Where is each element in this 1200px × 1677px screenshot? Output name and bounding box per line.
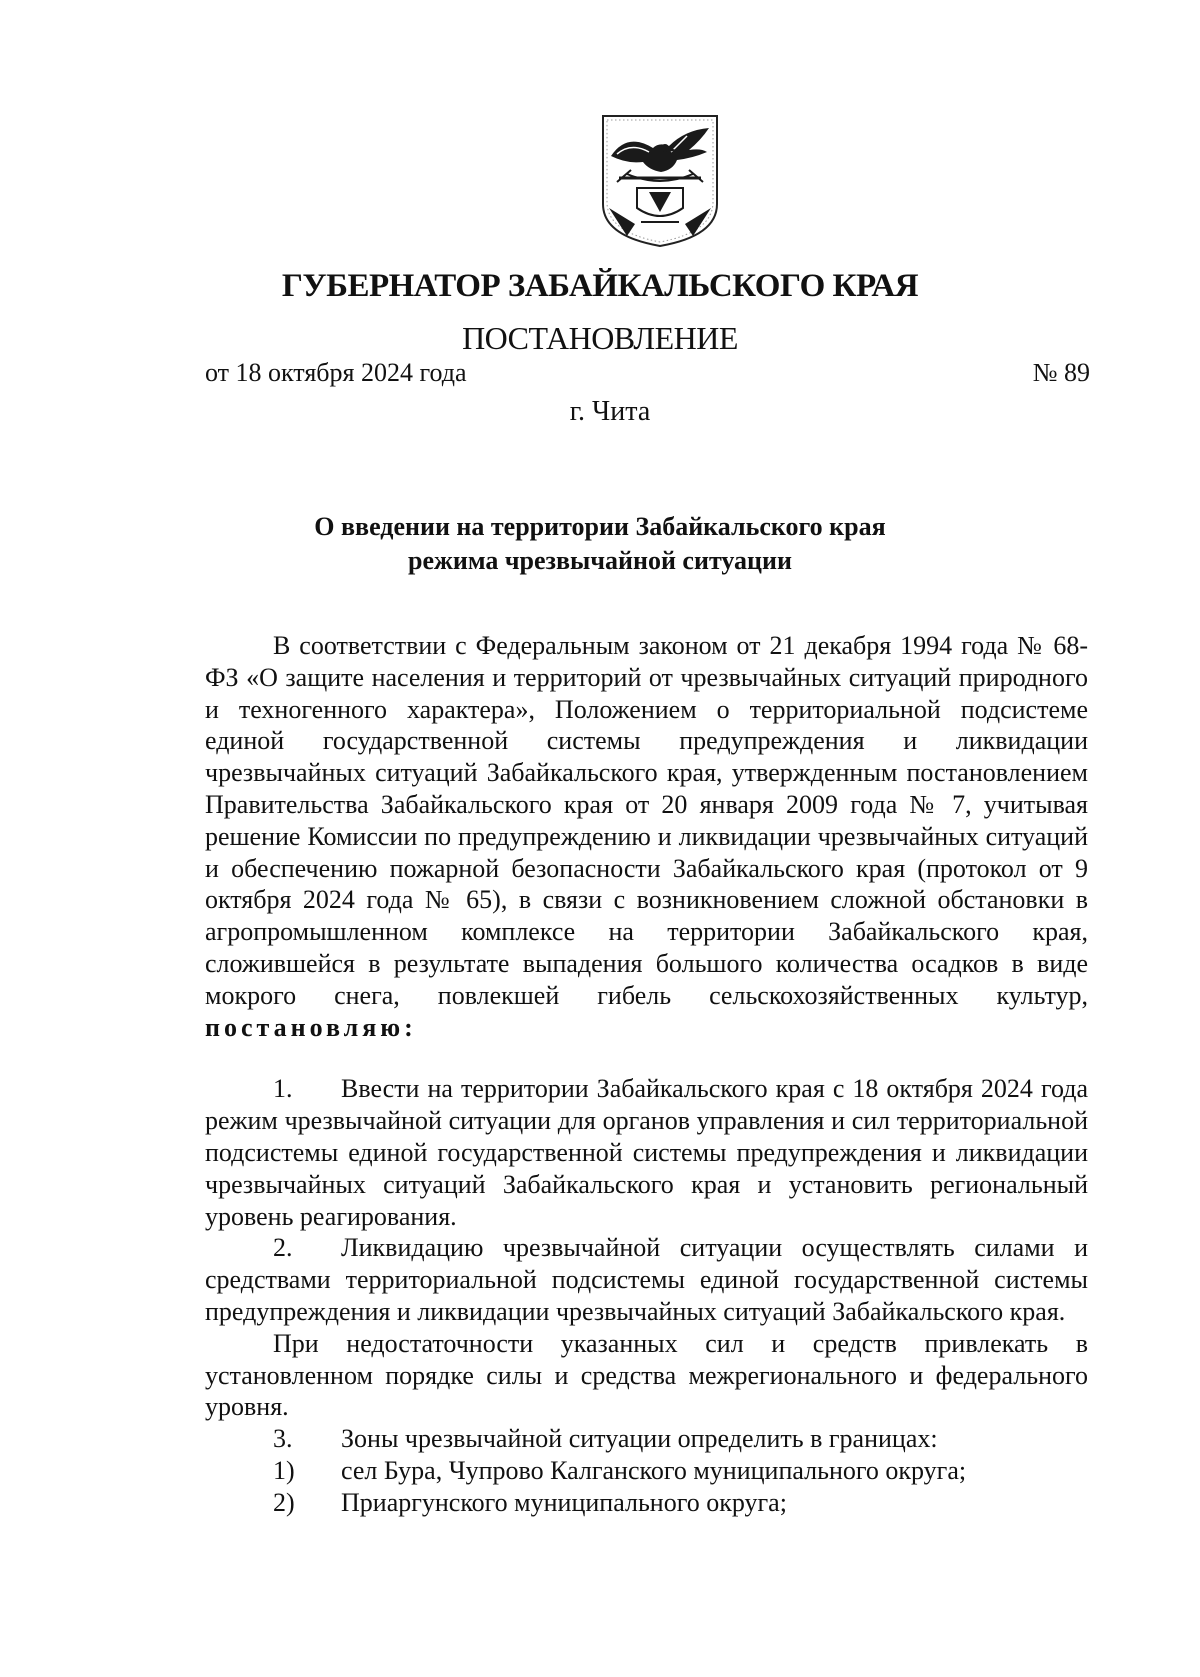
item-text: Зоны чрезвычайной ситуации определить в границах: bbox=[341, 1424, 938, 1454]
list-item-2 bbox=[205, 1232, 1088, 1327]
item-marker: 2. bbox=[273, 1233, 293, 1263]
subject-line-1: О введении на территории Забайкальского края bbox=[314, 512, 886, 541]
coat-of-arms-icon bbox=[597, 112, 723, 248]
document-number: № 89 bbox=[1032, 358, 1090, 387]
paragraph-gap bbox=[205, 1043, 1088, 1073]
document-body bbox=[205, 630, 1088, 1519]
city-name: г. Чита bbox=[569, 396, 651, 427]
sub-item-text: Приаргунского муниципального округа; bbox=[341, 1487, 787, 1517]
item-text: Ввести на территории Забайкальского края с 18 октября 2024 года режим чрезвычайной ситуации для органов управления и сил территориальной подсистемы единой государственной системы предупреждения и ликвидации чрезвычайных ситуаций Забайкальского края и установить региональный уровень реагирования. bbox=[205, 1074, 1088, 1231]
document-subject bbox=[0, 510, 1200, 578]
document-date: от 18 октября 2024 года bbox=[205, 358, 467, 387]
subject-line-2: режима чрезвычайной ситуации bbox=[408, 546, 792, 575]
item-2-extra-paragraph: При недостаточности указанных сил и средств привлекать в установленном порядке силы и средства межрегионального и федерального уровня. bbox=[205, 1328, 1088, 1422]
sub-item-1 bbox=[205, 1455, 1088, 1487]
preamble-text: В соответствии с Федеральным законом от 21 декабря 1994 года № 68-ФЗ «О защите населения и территорий от чрезвычайных ситуаций природного и техногенного характера», Положением о территориальной подсистеме единой государственной системы предупреждения и ликвидации чрезвычайных ситуаций Забайкальского края, утвержденным постановлением Правительства Забайкальского края от 20 января 2009 года № 7, учитывая решение Комиссии по предупреждению и ликвидации чрезвычайных ситуаций и обеспечению пожарной безопасности Забайкальского края (протокол от 9 октября 2024 года № 65), в связи с возникновением сложной обстановки в агропромышленном комплексе на территории Забайкальского края, сложившейся в результате выпадения большого количества осадков в виде мокрого снега, повлекшей гибель сельскохозяйственных культур, bbox=[205, 631, 1088, 1010]
sub-item-marker: 2) bbox=[273, 1487, 295, 1517]
item-marker: 1. bbox=[273, 1074, 293, 1104]
list-item-3 bbox=[205, 1423, 1088, 1455]
item-marker: 3. bbox=[273, 1424, 293, 1454]
item-text: Ликвидацию чрезвычайной ситуации осуществлять силами и средствами территориальной подсистемы единой государственной системы предупреждения и ликвидации чрезвычайных ситуаций Забайкальского края. bbox=[205, 1233, 1088, 1326]
document-type: ПОСТАНОВЛЕНИЕ bbox=[462, 320, 738, 356]
authority-title: ГУБЕРНАТОР ЗАБАЙКАЛЬСКОГО КРАЯ bbox=[281, 268, 919, 304]
sub-item-text: сел Бура, Чупрово Калганского муниципального округа; bbox=[341, 1455, 967, 1485]
sub-item-2 bbox=[205, 1487, 1088, 1519]
preamble-paragraph bbox=[205, 630, 1088, 1043]
sub-item-marker: 1) bbox=[273, 1455, 295, 1485]
city-line bbox=[0, 396, 1200, 428]
resolve-word: постановляю: bbox=[205, 1012, 417, 1042]
list-item-1 bbox=[205, 1073, 1088, 1232]
